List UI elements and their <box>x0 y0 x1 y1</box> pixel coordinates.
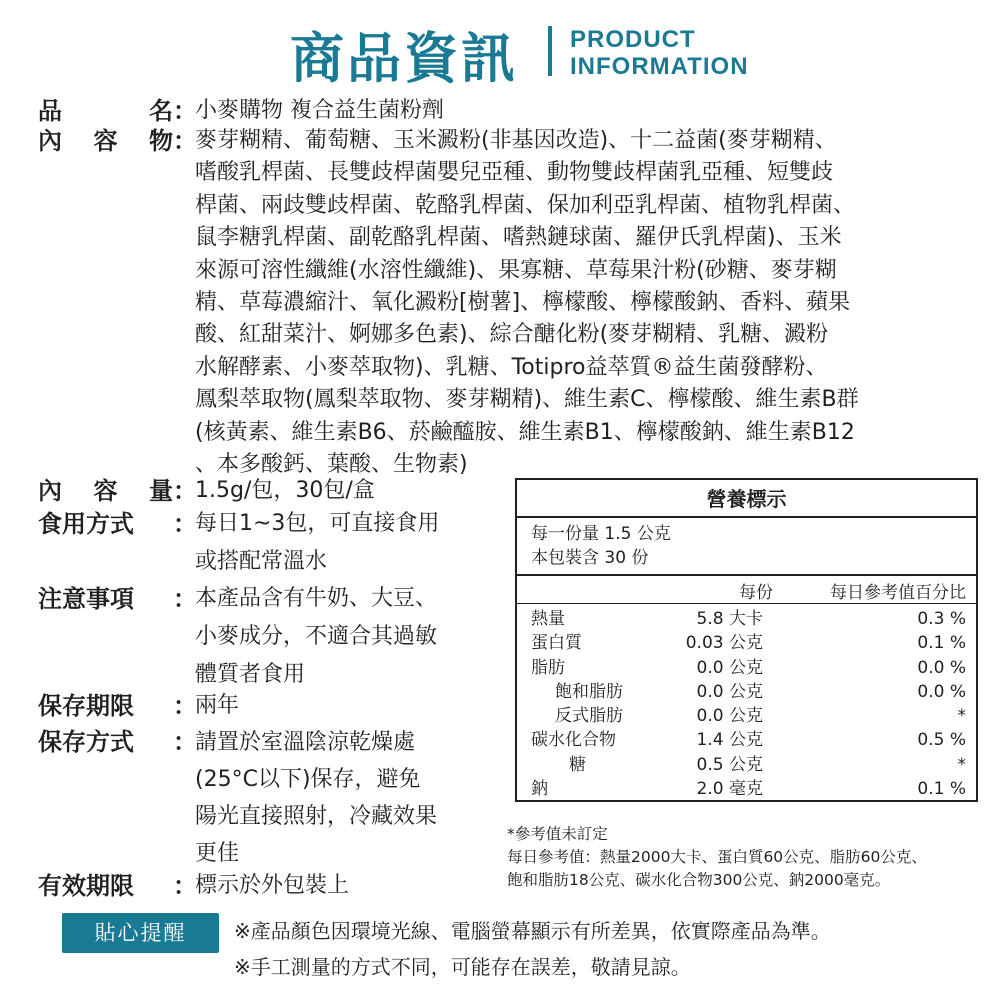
title-en-line2: INFORMATION <box>570 53 749 80</box>
col-daily-value: 每日參考值百分比 <box>830 583 966 603</box>
footnote-undefined: *參考值未訂定 <box>507 825 608 843</box>
nutrient-name: 熱量 <box>531 609 565 629</box>
row-expiry: 有效期限 ： 標示於外包裝上 <box>38 872 350 900</box>
footnote-reference-cont: 飽和脂肪18公克、碳水化合物300公克、鈉2000毫克。 <box>507 871 891 889</box>
label-shelf-life: 保存期限 <box>38 692 134 720</box>
nutrient-daily-value: 0.1 % <box>917 633 966 654</box>
nutrient-amount: 5.8 大卡 <box>696 609 763 629</box>
nutrition-header-row <box>517 576 976 604</box>
row-storage: 保存方式 ： 請置於室溫陰涼乾燥處 (25°C以下)保存，避免 陽光直接照射，冷藏效果 更佳 <box>38 726 437 872</box>
title-en-line1: PRODUCT <box>570 26 696 53</box>
page-title: 商品資訊 <box>290 27 518 90</box>
nutrient-daily-value: 0.1 % <box>917 779 966 800</box>
nutrition-row <box>517 753 976 777</box>
nutrition-row <box>517 631 976 655</box>
label-expiry: 有效期限 <box>38 872 134 900</box>
nutrition-row <box>517 680 976 704</box>
reminder-text <box>234 913 831 985</box>
nutrient-amount: 1.4 公克 <box>696 730 763 751</box>
label-product-name: 品 名 <box>38 97 173 125</box>
nutrient-name: 糖 <box>569 754 586 775</box>
title-divider <box>548 26 552 76</box>
row-quantity: 內 容 量 ： 1.5g/包，30包/盒 <box>38 477 375 505</box>
nutrient-name: 脂肪 <box>531 657 565 678</box>
row-shelf-life: 保存期限 ： 兩年 <box>38 692 240 720</box>
nutrition-row <box>517 607 976 631</box>
nutrient-name: 碳水化合物 <box>531 730 616 751</box>
nutrition-rows <box>517 604 976 801</box>
value-ingredients: 麥芽糊精、葡萄糖、玉米澱粉(非基因改造)、十二益菌(麥芽糊精、 嗜酸乳桿菌、長雙歧桿菌嬰兒亞種、動物雙歧桿菌乳亞種、短雙歧 桿菌、兩歧雙歧桿菌、乾酪乳桿菌、保加利亞乳桿菌、植物乳桿菌、 鼠李糖乳桿菌、副乾酪乳桿菌、嗜熱鏈球菌、羅伊氏乳桿菌)、玉米 來源可溶性纖維(水溶性纖維)、果寡糖、草莓果汁粉(砂糖、麥芽糊 精、草莓濃縮汁、氧化澱粉[樹薯]、檸檬酸、檸檬酸鈉、香料、蘋果 酸、紅甜菜汁、婀娜多色素)、綜合醣化粉(麥芽糊精、乳糖、澱粉 水解酵素、小麥萃取物)、乳糖、Totipro益萃質®益生菌發酵粉、 鳳梨萃取物(鳳梨萃取物、麥芽糊精)、維生素C、檸檬酸、維生素B群 (核黃素、維生素B6、菸鹼醯胺、維生素B1、檸檬酸鈉、維生素B12 、本多酸鈣、葉酸、生物素) <box>195 128 859 478</box>
value-expiry: 標示於外包裝上 <box>195 873 350 898</box>
nutrient-amount: 0.0 公克 <box>696 681 763 702</box>
nutrition-row <box>517 704 976 728</box>
nutrition-row <box>517 777 976 801</box>
reminder-badge: 貼心提醒 <box>62 913 219 953</box>
row-usage: 食用方式 ： 每日1~3包，可直接食用 或搭配常溫水 <box>38 508 439 581</box>
label-storage: 保存方式 <box>38 728 134 756</box>
nutrition-serving <box>517 518 976 576</box>
nutrition-title: 營養標示 <box>517 480 976 518</box>
nutrient-daily-value: 0.0 % <box>917 681 966 702</box>
nutrient-daily-value: * <box>957 706 966 727</box>
nutrition-row <box>517 656 976 680</box>
nutrient-name: 反式脂肪 <box>555 706 623 727</box>
label-ingredients: 內 容 物 <box>38 127 173 155</box>
servings-per-pack: 本包裝含 30 份 <box>531 548 649 568</box>
page-title-english <box>570 26 749 80</box>
nutrient-daily-value: 0.5 % <box>917 730 966 751</box>
row-notice: 注意事項 ： 本產品含有牛奶、大豆、 小麥成分，不適合其過敏 體質者食用 <box>38 583 437 694</box>
nutrient-amount: 0.0 公克 <box>696 657 763 678</box>
value-shelf-life: 兩年 <box>195 693 240 718</box>
row-product-name: 品 名 ： 小麥購物 複合益生菌粉劑 <box>38 97 444 125</box>
nutrient-amount: 0.0 公克 <box>696 706 763 727</box>
nutrient-daily-value: * <box>957 754 966 775</box>
label-notice: 注意事項 <box>38 585 134 613</box>
nutrition-notes <box>507 823 927 892</box>
value-storage: 請置於室溫陰涼乾燥處 (25°C以下)保存，避免 陽光直接照射，冷藏效果 更佳 <box>195 730 438 866</box>
nutrient-amount: 2.0 毫克 <box>696 779 763 800</box>
label-quantity: 內 容 量 <box>38 477 173 505</box>
value-notice: 本產品含有牛奶、大豆、 小麥成分，不適合其過敏 體質者食用 <box>195 586 438 687</box>
nutrient-name: 蛋白質 <box>531 633 582 654</box>
reminder-line-measure: ※手工測量的方式不同，可能存在誤差，敬請見諒。 <box>234 955 691 979</box>
serving-size: 每一份量 1.5 公克 <box>531 524 671 544</box>
row-ingredients: 內 容 物 ： 麥芽糊精、葡萄糖、玉米澱粉(非基因改造)、十二益菌(麥芽糊精、 嗜酸乳桿菌、長雙歧桿菌嬰兒亞種、動物雙歧桿菌乳亞種、短雙歧 桿菌、兩歧雙歧桿菌、乾酪乳桿菌、保加利亞乳桿菌、植物乳桿菌、 鼠李糖乳桿菌、副乾酪乳桿菌、嗜熱鏈球菌、羅伊氏乳桿菌)、玉米 來源可溶性纖維(水溶性纖維)、果寡糖、草莓果汁粉(砂糖、麥芽糊 精、草莓濃縮汁、氧化澱粉[樹薯]、檸檬酸、檸檬酸鈉、香料、蘋果 酸、紅甜菜汁、婀娜多色素)、綜合醣化粉(麥芽糊精、乳糖、澱粉 水解酵素、小麥萃取物)、乳糖、Totipro益萃質®益生菌發酵粉、 鳳梨萃取物(鳳梨萃取物、麥芽糊精)、維生素C、檸檬酸、維生素B群 (核黃素、維生素B6、菸鹼醯胺、維生素B1、檸檬酸鈉、維生素B12 、本多酸鈣、葉酸、生物素) <box>38 125 995 481</box>
col-per-serving: 每份 <box>739 583 773 603</box>
nutrient-amount: 0.03 公克 <box>685 633 763 654</box>
footnote-reference: 每日參考值：熱量2000大卡、蛋白質60公克、脂肪60公克、 <box>507 848 927 866</box>
nutrition-table <box>515 478 978 802</box>
nutrient-daily-value: 0.0 % <box>917 657 966 678</box>
nutrition-row <box>517 728 976 752</box>
nutrient-name: 鈉 <box>531 779 548 800</box>
label-usage: 食用方式 <box>38 510 134 538</box>
reminder-line-color: ※產品顏色因環境光線、電腦螢幕顯示有所差異，依實際產品為準。 <box>234 919 831 943</box>
value-quantity: 1.5g/包，30包/盒 <box>195 478 375 503</box>
nutrient-daily-value: 0.3 % <box>917 609 966 629</box>
nutrient-amount: 0.5 公克 <box>696 754 763 775</box>
value-product-name: 小麥購物 複合益生菌粉劑 <box>195 98 444 123</box>
header <box>0 14 1000 90</box>
value-usage: 每日1~3包，可直接食用 或搭配常溫水 <box>195 511 440 574</box>
nutrient-name: 飽和脂肪 <box>555 681 623 702</box>
